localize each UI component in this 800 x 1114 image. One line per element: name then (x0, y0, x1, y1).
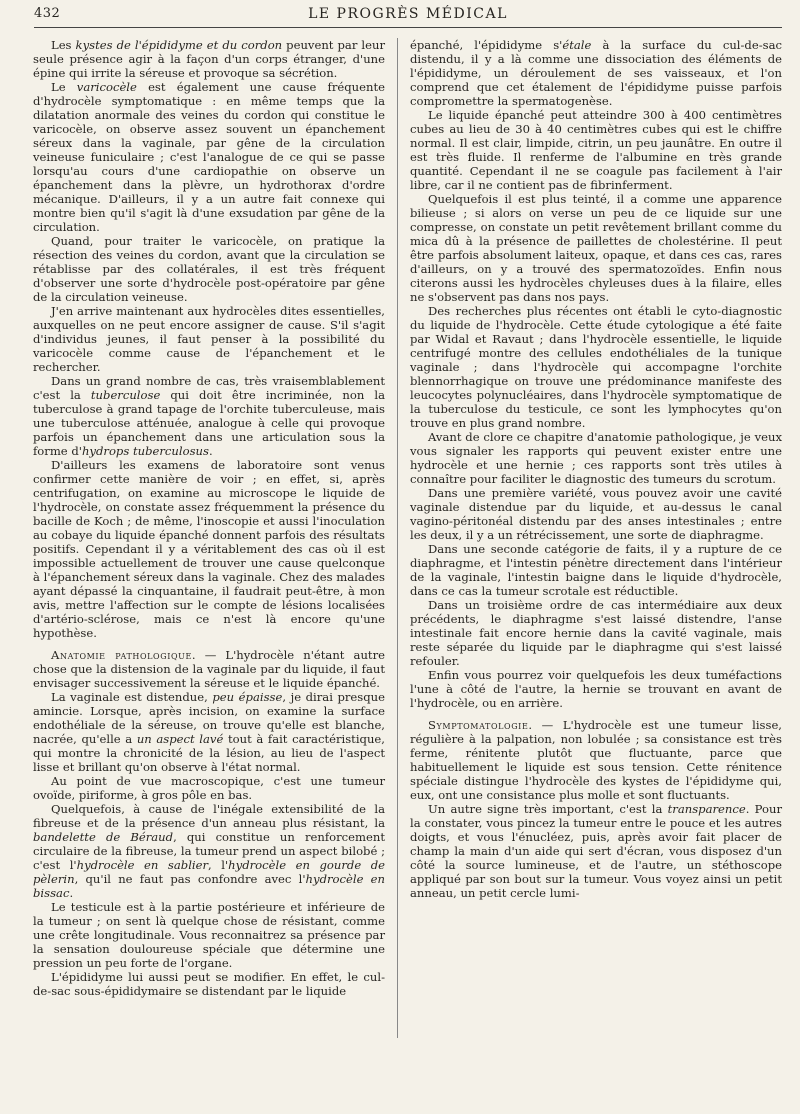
paragraph: Quelquefois, à cause de l'inégale extensibilité de la fibreuse et de la présence d'un anneau plus résistant, la bandelette de Béraud, qui constitue un renforcement circulaire de la fibreuse, la tumeur prend un aspect bilobé ; c'est l'hydrocèle en sablier, l'hydrocèle en gourde de pèlerin, qu'il ne faut pas confondre avec l'hydrocèle en bissac. (33, 802, 386, 900)
paragraph: Le varicocèle est également une cause fréquente d'hydrocèle symptomatique : en même temps que la dilatation anormale des veines du cordon qui constitue le varicocèle, on observe assez souvent un épanchement séreux dans la vaginale, par gêne de la circulation veineuse funiculaire ; c'est l'analogue de ce qui se passe lorsqu'au cours d'une cardiopathie on observe un épanchement dans la plèvre, un hydrothorax d'ordre mécanique. D'ailleurs, il y a un autre fait connexe qui montre bien qu'il s'agit là d'une exsudation par gêne de la circulation. (33, 80, 385, 234)
paragraph: D'ailleurs les examens de laboratoire sont venus confirmer cette manière de voir ; en effet, si, après centrifugation, on examine au microscope le liquide de l'hydrocèle, on constate assez fréquemment la présence du bacille de Koch ; de même, l'inoscopie et aussi l'inoculation au cobaye du liquide épanché donnent parfois des résultats positifs. Cependant il y a véritablement des cas où il est impossible actuellement de trouver une cause quelconque à l'épanchement séreux dans la vaginale. Chez des malades ayant dépassé la cinquantaine, il faudrait peut-être, à mon avis, mettre l'affection sur le compte de lésions localisées d'artério-sclérose, mais ce n'est là encore qu'une hypothèse. (33, 458, 385, 640)
running-title: LE PROGRÈS MÉDICAL (308, 6, 508, 22)
paragraph: Les kystes de l'épididyme et du cordon peuvent par leur seule présence agir à la façon d'un corps étranger, d'une épine qui irrite la séreuse et provoque sa sécrétion. (33, 38, 385, 80)
page-number: 432 (34, 6, 61, 21)
paragraph: L'épididyme lui aussi peut se modifier. En effet, le cul-de-sac sous-épididymaire se distendant par le liquide (33, 970, 385, 998)
paragraph: épanché, l'épididyme s'étale à la surface du cul-de-sac distendu, il y a là comme une dissociation des éléments de l'épididyme, un déroulement de ses vaisseaux, et l'on comprend que cet étalement de l'épididyme puisse parfois compromettre la spermatogenèse. (410, 38, 782, 108)
paragraph: Enfin vous pourrez voir quelquefois les deux tuméfactions l'une à côté de l'autre, la hernie se trouvant en avant de l'hydrocèle, ou en arrière. (410, 668, 782, 710)
section-paragraph: Symptomatologie. — L'hydrocèle est une tumeur lisse, régulière à la palpation, non lobulée ; sa consistance est très ferme, rénitente plutôt que fluctuante, parce que habituellement le liquide est sous tension. Cette rénitence spéciale distingue l'hydrocèle des kystes de l'épididyme qui, eux, ont une consistance plus molle et sont fluctuants. (410, 718, 782, 802)
paragraph: Quelquefois il est plus teinté, il a comme une apparence bilieuse ; si alors on verse un peu de ce liquide sur une compresse, on constate un petit revêtement brillant comme du mica dû à la présence de paillettes de cholestérine. Il peut être parfois absolument laiteux, opaque, et dans ces cas, rares d'ailleurs, on y a trouvé des spermatozoïdes. Enfin nous citerons aussi les hydrocèles chyleuses dues à la filaire, elles ne s'observent pas dans nos pays. (410, 192, 782, 304)
right-column (410, 38, 782, 1100)
header-rule (34, 27, 782, 28)
paragraph: Des recherches plus récentes ont établi le cyto-diagnostic du liquide de l'hydrocèle. Cette étude cytologique a été faite par Widal et Ravaut ; dans l'hydrocèle essentielle, le liquide centrifugé montre des cellules endothéliales de la tunique vaginale ; dans l'hydrocèle qui accompagne l'orchite blennorrhagique on trouve une prédominance manifeste des leucocytes polynucléaires, dans l'hydrocèle symptomatique de la tuberculose du testicule, ce sont les lymphocytes qu'on trouve en plus grand nombre. (410, 304, 782, 430)
paragraph: La vaginale est distendue, peu épaisse, je dirai presque amincie. Lorsque, après incision, on examine la surface endothéliale de la séreuse, on trouve qu'elle est blanche, nacrée, qu'elle a un aspect lavé tout à fait caractéristique, qui montre la chronicité de la lésion, au lieu de l'aspect lisse et brillant qu'on observe à l'état normal. (33, 690, 385, 774)
paragraph: Un autre signe très important, c'est la transparence. Pour la constater, vous pincez la tumeur entre le pouce et les autres doigts, et vous l'énucléez, puis, après avoir fait placer de champ la main d'un aide qui sert d'écran, vous disposez d'un côté la source lumineuse, et de l'autre, un stéthoscope appliqué par son bout sur la tumeur. Vous voyez ainsi un petit anneau, un petit cercle lumi- (410, 802, 782, 900)
column-separator (397, 38, 398, 1038)
page-header (34, 6, 782, 28)
paragraph: Dans une première variété, vous pouvez avoir une cavité vaginale distendue par du liquide, et au-dessus le canal vagino-péritonéal distendu par des anses intestinales ; entre les deux, il y a un rétrécissement, une sorte de diaphragme. (410, 486, 782, 542)
paragraph: Le testicule est à la partie postérieure et inférieure de la tumeur ; on sent là quelque chose de résistant, comme une crête longitudinale. Vous reconnaitrez sa présence par la sensation douloureuse spéciale que détermine une pression un peu forte de l'organe. (33, 900, 385, 970)
paragraph: Au point de vue macroscopique, c'est une tumeur ovoïde, piriforme, à gros pôle en bas. (33, 774, 385, 802)
section-paragraph: Anatomie pathologique. — L'hydrocèle n'étant autre chose que la distension de la vaginale par du liquide, il faut envisager successivement la séreuse et le liquide épanché. (33, 648, 385, 690)
section-heading: Anatomie pathologique (51, 648, 192, 662)
paragraph: Dans un grand nombre de cas, très vraisemblablement c'est la tuberculose qui doit être incriminée, non la tuberculose à grand tapage de l'orchite tuberculeuse, mais une tuberculose atténuée, analogue à celle qui provoque parfois un épanchement dans une articulation sous la forme d'hydrops tuberculosus. (33, 374, 385, 458)
paragraph: Dans une seconde catégorie de faits, il y a rupture de ce diaphragme, et l'intestin pénètre directement dans l'intérieur de la vaginale, l'intestin baigne dans le liquide d'hydrocèle, dans ce cas la tumeur scrotale est réductible. (410, 542, 782, 598)
paragraph: Quand, pour traiter le varicocèle, on pratique la résection des veines du cordon, avant que la circulation se rétablisse par des collatérales, il est très fréquent d'observer une sorte d'hydrocèle post-opératoire par gêne de la circulation veineuse. (33, 234, 385, 304)
paragraph: Avant de clore ce chapitre d'anatomie pathologique, je veux vous signaler les rapports qui peuvent exister entre une hydrocèle et une hernie ; ces rapports sont très utiles à connaître pour faciliter le diagnostic des tumeurs du scrotum. (410, 430, 782, 486)
section-heading: Symptomatologie (428, 718, 529, 732)
paragraph: Le liquide épanché peut atteindre 300 à 400 centimètres cubes au lieu de 30 à 40 centimètres cubes qui est le chiffre normal. Il est clair, limpide, citrin, un peu jaunâtre. En outre il est très fluide. Il renferme de l'albumine en très grande quantité. Cependant il ne se coagule pas facilement à l'air libre, car il ne contient pas de fibrinferment. (410, 108, 782, 192)
paragraph: J'en arrive maintenant aux hydrocèles dites essentielles, auxquelles on ne peut encore assigner de cause. S'il s'agit d'individus jeunes, il faut penser à la possibilité du varicocèle comme cause de l'épanchement et le rechercher. (33, 304, 385, 374)
left-column (33, 38, 385, 1100)
paragraph: Dans un troisième ordre de cas intermédiaire aux deux précédents, le diaphragme s'est laissé distendre, l'anse intestinale fait encore hernie dans la cavité vaginale, mais reste séparée du liquide par le diaphragme qui s'est laissé refouler. (410, 598, 782, 668)
